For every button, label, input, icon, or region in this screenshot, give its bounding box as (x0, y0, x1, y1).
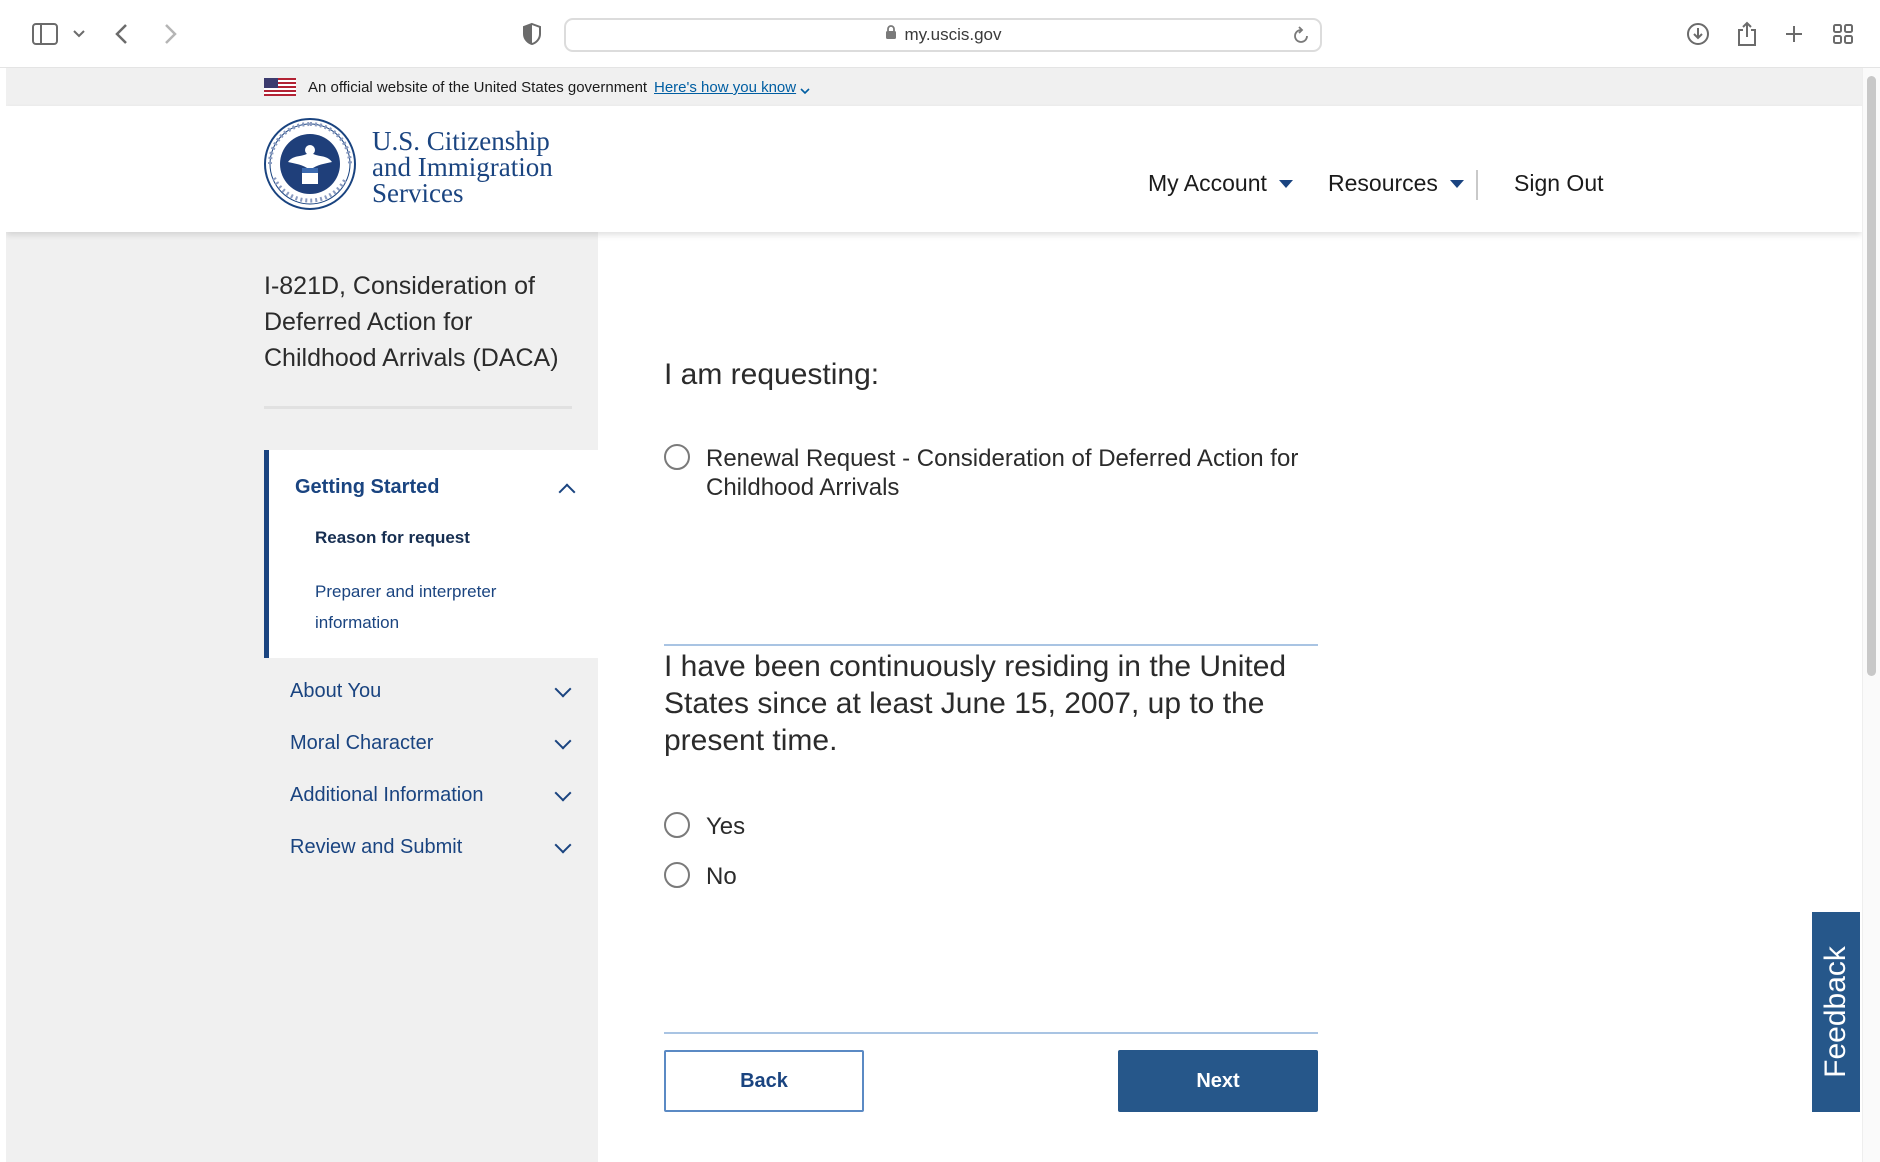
web-page (6, 68, 1862, 1162)
radio-option-yes[interactable] (664, 812, 745, 841)
heres-how-you-know-link[interactable]: Here's how you know (654, 79, 797, 96)
site-header (6, 106, 1862, 232)
radio-option-renewal[interactable] (664, 444, 1306, 502)
address-bar[interactable] (564, 18, 1322, 52)
chevron-down-icon (555, 681, 572, 698)
chevron-up-icon[interactable] (559, 484, 576, 501)
sidebar-section-label: About You (290, 680, 382, 702)
radio-button-yes[interactable] (664, 812, 690, 838)
sidebar-section-label: Additional Information (290, 784, 484, 806)
radio-button-renewal[interactable] (664, 444, 690, 470)
form-title: I-821D, Consideration of Deferred Action for Childhood Arrivals (DACA) (264, 272, 559, 372)
question-continuous-residence-label: I have been continuously residing in the United States since at least June 15, 2007, up to the present time. (664, 650, 1287, 757)
feedback-tab[interactable] (1812, 912, 1860, 1112)
sidebar-section-label: Review and Submit (290, 836, 463, 858)
caret-down-icon (1279, 180, 1293, 188)
url-text: my.uscis.gov (904, 25, 1002, 44)
next-button[interactable]: Next (1118, 1050, 1318, 1112)
form-main (598, 232, 1862, 1162)
agency-name-line: and Immigration (372, 152, 553, 182)
sidebar-section-about-you[interactable] (264, 678, 574, 710)
sidebar-item-preparer-interpreter[interactable]: Preparer and interpreter information (315, 582, 497, 632)
sidebar-section-label[interactable]: Getting Started (295, 476, 440, 498)
sidebar-section-additional-information[interactable] (264, 782, 574, 814)
sign-out-link[interactable] (1514, 170, 1604, 197)
sidebar-section-label: Moral Character (290, 732, 434, 754)
us-flag-icon (264, 78, 296, 96)
agency-name-line: U.S. Citizenship (372, 126, 550, 156)
sidebar-section-getting-started (264, 450, 598, 658)
form-sidebar (6, 232, 598, 1162)
reload-icon[interactable] (1292, 25, 1310, 50)
sidebar-section-moral-character[interactable] (264, 730, 574, 762)
back-arrow-icon[interactable] (114, 16, 130, 52)
nav-resources[interactable] (1328, 170, 1464, 197)
new-tab-plus-icon[interactable] (1784, 16, 1804, 52)
radio-label-renewal[interactable]: Renewal Request - Consideration of Deferred Action for Childhood Arrivals (706, 445, 1299, 501)
lock-icon (885, 25, 897, 45)
section-divider (664, 644, 1318, 646)
chevron-down-icon[interactable] (72, 16, 86, 52)
sign-out-label: Sign Out (1514, 170, 1604, 196)
chevron-down-icon (555, 733, 572, 750)
nav-my-account-label: My Account (1148, 170, 1267, 196)
nav-divider (1476, 170, 1478, 200)
chevron-down-icon[interactable] (800, 82, 810, 100)
sidebar-section-review-and-submit[interactable] (264, 834, 574, 866)
nav-resources-label: Resources (1328, 170, 1438, 196)
official-website-text: An official website of the United States government (308, 79, 648, 96)
radio-label-no[interactable]: No (706, 863, 737, 890)
radio-button-no[interactable] (664, 862, 690, 888)
page-scrollbar[interactable] (1862, 68, 1880, 1162)
gov-banner (6, 68, 1862, 106)
chevron-down-icon (555, 837, 572, 854)
back-button[interactable]: Back (664, 1050, 864, 1112)
download-icon[interactable] (1686, 16, 1710, 52)
sidebar-toggle-icon[interactable] (32, 16, 58, 52)
primary-nav (6, 170, 1862, 200)
radio-label-yes[interactable]: Yes (706, 813, 746, 840)
question-requesting-label: I am requesting: (664, 358, 880, 391)
chevron-down-icon (555, 785, 572, 802)
tab-overview-icon[interactable] (1832, 16, 1854, 52)
radio-option-no[interactable] (664, 862, 737, 891)
sidebar-item-reason-for-request[interactable]: Reason for request (315, 528, 470, 547)
feedback-label: Feedback (1819, 946, 1852, 1078)
privacy-shield-icon[interactable] (522, 16, 542, 52)
forward-arrow-icon[interactable] (162, 16, 178, 52)
agency-name-line: Services (372, 178, 464, 208)
scrollbar-thumb[interactable] (1867, 76, 1876, 676)
share-icon[interactable] (1736, 16, 1758, 52)
sidebar-divider (264, 406, 572, 409)
nav-my-account[interactable] (1148, 170, 1293, 197)
section-divider (664, 1032, 1318, 1034)
browser-toolbar (0, 0, 1880, 68)
caret-down-icon (1450, 180, 1464, 188)
